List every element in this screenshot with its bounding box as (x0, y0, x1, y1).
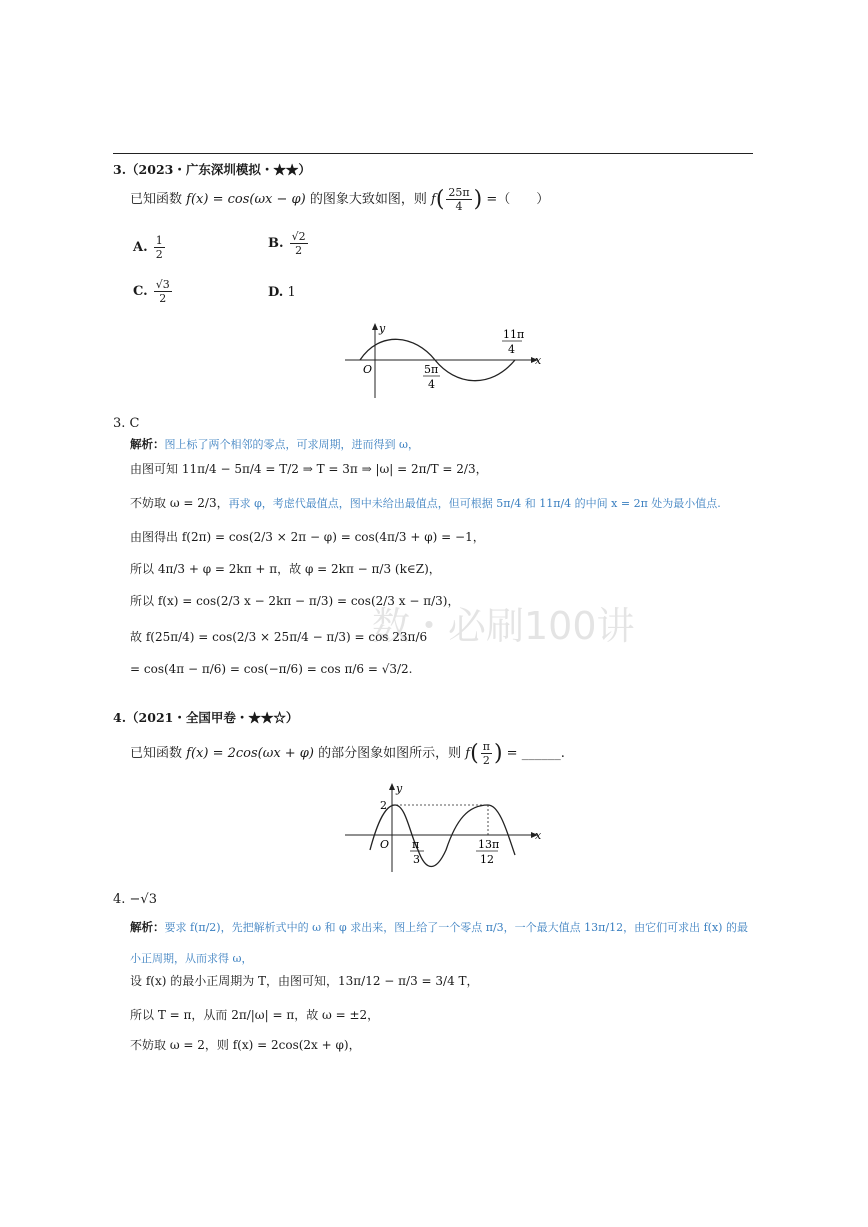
q3-choice-d: D. 1 (268, 285, 296, 300)
q4-step-1: 设 f(x) 的最小正周期为 T，由图可知，13π/12 − π/3 = 3/4 T， (130, 974, 479, 988)
q3-step-2: 不妨取 ω = 2/3，再求 φ，考虑代最值点，图中未给出最值点，但可根据 5π/4 和 11π/4 的中间 x = 2π 处为最小值点. (130, 496, 721, 510)
q4-graph (340, 780, 550, 875)
q3-stem-mid: 的图象大致如图，则 (309, 192, 427, 207)
q4-stem: 已知函数 f(x) = 2cos(ωx + φ) 的部分图象如图所示，则 f( $\frac{\pi}{2}$ ) = ______. (130, 740, 565, 767)
q3-graph-x: x (535, 354, 542, 367)
q4-graph-o: O (380, 838, 390, 851)
q4-graph-t1-den: 3 (413, 853, 420, 866)
q3-graph-t2-den: 4 (508, 343, 515, 356)
q3-eval-frac: $\frac{25\pi}{4}$ (448, 186, 470, 213)
q3-step-6: 故 f(25π/4) = cos(2/3 × 25π/4 − π/3) = cos 23π/6 (130, 630, 428, 644)
q3-graph-t1-num: 5π (424, 363, 439, 376)
q4-graph-t1-num: π (412, 838, 420, 851)
q4-graph-t2-num: 13π (478, 838, 500, 851)
q3-stem: 已知函数 f(x) = cos(ωx − φ) 的图象大致如图，则 f( $\frac{25\pi}{4}$ ) =（ ） (130, 186, 550, 213)
q4-stem-mid: 的部分图象如图所示，则 (318, 746, 462, 761)
q4-graph-two: 2 (380, 799, 387, 812)
q4-func: f(x) = 2cos(ωx + φ) (186, 746, 314, 761)
q3-answer: 3. C (113, 416, 140, 431)
q3-graph-o: O (363, 363, 373, 376)
q4-graph-y: y (396, 782, 403, 795)
q3-step-3: 由图得出 f(2π) = cos(2/3 × 2π − φ) = cos(4π/3 + φ) = −1， (130, 530, 485, 544)
q4-step-2: 所以 T = π，从而 2π/|ω| = π，故 ω = ±2， (130, 1008, 380, 1022)
q3-blank: =（ ） (486, 192, 550, 207)
q3-eval-f: f (431, 192, 436, 207)
q3-choice-b: B. $\frac{√2}{2}$ (268, 230, 306, 257)
q3-choice-a: A. $\frac{1}{2}$ (133, 234, 163, 261)
q4-stem-pre: 已知函数 (130, 746, 183, 761)
q3-choice-c: C. $\frac{√3}{2}$ (133, 278, 170, 305)
q3-analysis: 解析：图上标了两个相邻的零点，可求周期，进而得到 ω， (130, 437, 419, 451)
q3-graph-t2-num: 11π (503, 328, 525, 341)
q3-func: f(x) = cos(ωx − φ) (186, 192, 306, 207)
q3-step-5: 所以 f(x) = cos(2/3 x − 2kπ − π/3) = cos(2/3 x − π/3)， (130, 594, 460, 608)
q4-header: 4.（2021・全国甲卷・★★☆） (113, 710, 299, 725)
q3-stem-pre: 已知函数 (130, 192, 183, 207)
q3-graph-t1-den: 4 (428, 378, 435, 391)
q4-analysis: 解析：要求 f(π/2)，先把解析式中的 ω 和 φ 求出来，图上给了一个零点 π/3，一个最大值点 13π/12，由它们可求出 f(x) 的最小正周期，从而求得 ω， (130, 920, 748, 965)
q4-eval-f: f (465, 746, 471, 761)
q4-graph-x: x (535, 829, 542, 842)
q3-step-7: = cos(4π − π/6) = cos(−π/6) = cos π/6 = √3/2. (130, 662, 413, 676)
q3-header: 3.（2023・广东深圳模拟・★★） (113, 162, 311, 177)
q4-step-3: 不妨取 ω = 2，则 f(x) = 2cos(2x + φ)， (130, 1038, 361, 1052)
q4-answer: 4. −√3 (113, 892, 157, 907)
q3-step-1: 由图可知 11π/4 − 5π/4 = T/2 ⇒ T = 3π ⇒ |ω| = 2π/T = 2/3， (130, 462, 488, 476)
q3-step-4: 所以 4π/3 + φ = 2kπ + π，故 φ = 2kπ − π/3 (k∈Z)， (130, 562, 441, 576)
top-rule (113, 153, 753, 154)
q4-graph-t2-den: 12 (480, 853, 494, 866)
watermark: 数・必刷100讲 (372, 604, 635, 648)
q4-blank: = ______. (506, 746, 565, 761)
q3-graph (340, 320, 550, 400)
q3-graph-y: y (379, 322, 386, 335)
q4-eval-frac: $\frac{\pi}{2}$ (482, 740, 490, 767)
